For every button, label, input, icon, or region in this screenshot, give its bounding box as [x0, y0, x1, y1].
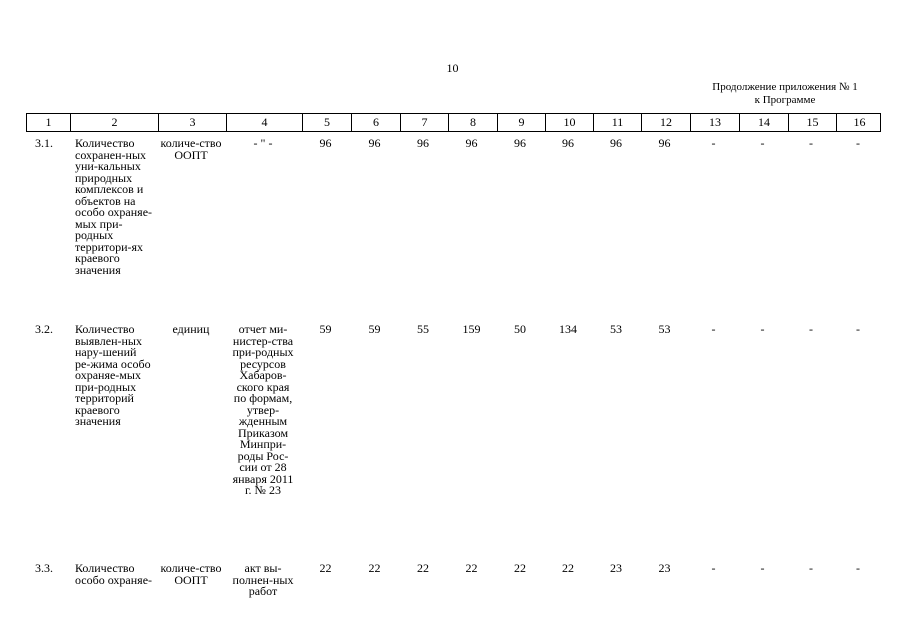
value-col-16: - — [856, 561, 860, 575]
value-col-16: - — [856, 136, 860, 150]
value-col-5: 22 — [319, 561, 332, 575]
column-header-3: 3 — [158, 114, 226, 131]
column-header-5: 5 — [302, 114, 351, 131]
value-col-9: 22 — [514, 561, 526, 575]
value-col-12: 96 — [658, 136, 671, 150]
value-col-15: - — [809, 136, 813, 150]
value-col-10: 134 — [559, 322, 577, 336]
value-col-6: 96 — [368, 136, 381, 150]
column-header-8: 8 — [448, 114, 497, 131]
indicator-name: Количество особо охраняе- — [75, 561, 153, 587]
value-col-5: 59 — [319, 322, 332, 336]
column-header-12: 12 — [641, 114, 690, 131]
row-index: 3.2. — [35, 322, 53, 336]
column-header-2: 2 — [70, 114, 158, 131]
indicator-name: Количество выявлен-ных нару-шений ре-жима особо охраняе-мых при-родных территорий краевого значения — [75, 322, 151, 428]
value-col-11: 23 — [610, 561, 622, 575]
column-header-1: 1 — [45, 115, 52, 129]
value-col-7: 55 — [417, 322, 429, 336]
value-col-8: 96 — [465, 136, 478, 150]
value-col-6: 59 — [368, 322, 381, 336]
column-header-10: 10 — [545, 114, 593, 131]
column-header-15: 15 — [788, 114, 836, 131]
continuation-line-2: к Программе — [754, 94, 816, 106]
value-col-11: 96 — [610, 136, 622, 150]
indicator-name: Количество сохранен-ных уни-кальных природных комплексов и объектов на особо охраняе-мых при-родных территори-ях краевого значения — [75, 136, 153, 277]
value-col-9: 50 — [514, 322, 526, 336]
column-header-6: 6 — [351, 114, 400, 131]
continuation-line-1: Продолжение приложения № 1 — [712, 81, 858, 93]
unit-of-measure: количе-ство ООПТ — [160, 561, 222, 587]
data-source: - " - — [253, 136, 273, 150]
value-col-12: 23 — [658, 561, 671, 575]
value-col-14: - — [760, 561, 765, 575]
page-number: 10 — [446, 61, 459, 75]
unit-of-measure: единиц — [172, 322, 210, 336]
row-index: 3.3. — [35, 561, 53, 575]
value-col-11: 53 — [610, 322, 622, 336]
value-col-8: 159 — [462, 322, 481, 336]
value-col-13: - — [711, 322, 716, 336]
value-col-14: - — [760, 322, 765, 336]
column-header-14: 14 — [739, 114, 788, 131]
value-col-6: 22 — [368, 561, 381, 575]
value-col-15: - — [809, 322, 813, 336]
value-col-7: 96 — [417, 136, 429, 150]
value-col-7: 22 — [417, 561, 429, 575]
column-header-11: 11 — [593, 114, 641, 131]
column-header-13: 13 — [690, 114, 739, 131]
value-col-5: 96 — [319, 136, 332, 150]
row-index: 3.1. — [35, 136, 53, 150]
value-col-10: 22 — [562, 561, 574, 575]
value-col-16: - — [856, 322, 860, 336]
value-col-10: 96 — [562, 136, 574, 150]
column-header-16: 16 — [836, 114, 882, 131]
value-col-12: 53 — [658, 322, 671, 336]
column-header-7: 7 — [400, 114, 448, 131]
column-header-4: 4 — [226, 114, 302, 131]
unit-of-measure: количе-ство ООПТ — [160, 136, 222, 162]
value-col-13: - — [711, 561, 716, 575]
value-col-13: - — [711, 136, 716, 150]
value-col-15: - — [809, 561, 813, 575]
data-source: акт вы-полнен-ных работ — [232, 561, 294, 598]
value-col-14: - — [760, 136, 765, 150]
value-col-8: 22 — [465, 561, 478, 575]
value-col-9: 96 — [514, 136, 526, 150]
column-header-9: 9 — [497, 114, 545, 131]
data-source: отчет ми-нистер-ства при-родных ресурсов Хабаров-ского края по формам, утвер-жденным Приказом Минпри-роды Рос-сии от 28 января 2011 г. № 23 — [232, 322, 294, 497]
